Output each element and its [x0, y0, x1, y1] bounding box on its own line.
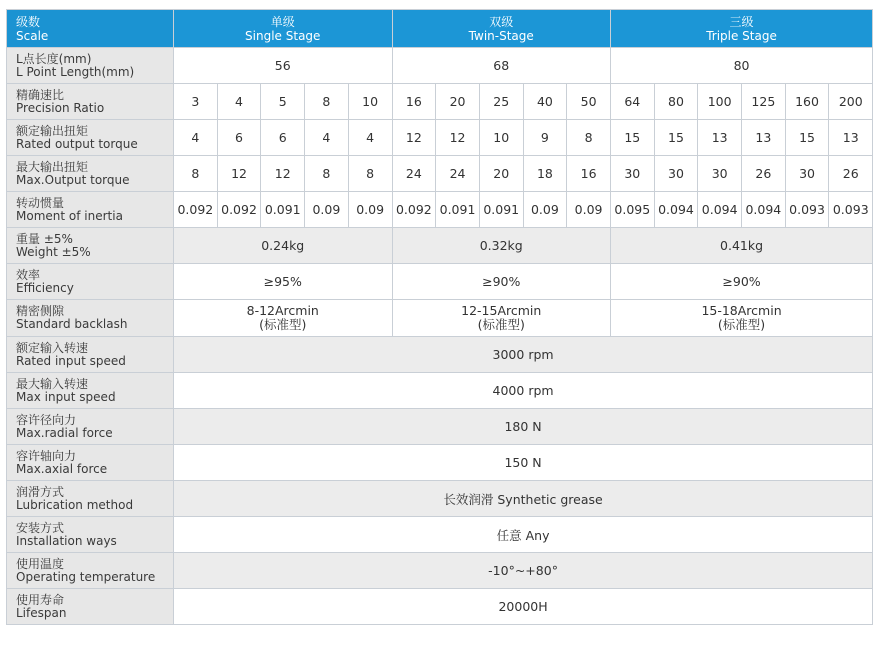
- value-cell: 160: [785, 84, 829, 120]
- value-cell: 0.09: [523, 192, 567, 228]
- value-cell: 0.094: [742, 192, 786, 228]
- label-cn: 效率: [16, 267, 41, 282]
- value-cell: 8: [174, 156, 218, 192]
- row-backlash: [7, 300, 873, 337]
- stage-cn: 双级: [489, 14, 514, 29]
- header-label-en: Scale: [16, 28, 49, 43]
- label-en: L Point Length(mm): [16, 64, 135, 79]
- label-en: Rated input speed: [16, 353, 126, 368]
- row-max-torque: [7, 156, 873, 192]
- label-en: Weight ±5%: [16, 244, 91, 259]
- value-cell: [610, 300, 872, 337]
- value-cell: 长效润滑 Synthetic grease: [174, 481, 873, 517]
- row-label: [7, 409, 174, 445]
- value-cell: 8: [305, 156, 349, 192]
- label-en: Moment of inertia: [16, 208, 123, 223]
- value-cell: 8: [567, 120, 611, 156]
- row-label: [7, 589, 174, 625]
- value-cell: 0.09: [305, 192, 349, 228]
- value-cell: ≥90%: [392, 264, 610, 300]
- value-cell: 26: [829, 156, 873, 192]
- row-rated-torque: [7, 120, 873, 156]
- value-cell: 0.093: [829, 192, 873, 228]
- stage-en: Triple Stage: [706, 28, 777, 43]
- label-en: Precision Ratio: [16, 100, 105, 115]
- value-cell: 16: [392, 84, 436, 120]
- value-cell: 任意 Any: [174, 517, 873, 553]
- row-label: [7, 300, 174, 337]
- row-ratio: [7, 84, 873, 120]
- backlash-sub: (标准型): [259, 317, 307, 332]
- label-en: Operating temperature: [16, 569, 156, 584]
- header-row: [7, 10, 873, 48]
- backlash-sub: (标准型): [477, 317, 525, 332]
- value-cell: 15: [610, 120, 654, 156]
- label-en: Rated output torque: [16, 136, 138, 151]
- value-cell: 15: [654, 120, 698, 156]
- row-label: [7, 373, 174, 409]
- value-cell: 20: [479, 156, 523, 192]
- row-label: [7, 337, 174, 373]
- stage-en: Twin-Stage: [468, 28, 534, 43]
- value-cell: 0.092: [392, 192, 436, 228]
- value-cell: 3: [174, 84, 218, 120]
- value-cell: 0.32kg: [392, 228, 610, 264]
- value-cell: 0.09: [567, 192, 611, 228]
- label-cn: 容许径向力: [16, 412, 77, 427]
- label-cn: 额定输出扭矩: [16, 123, 89, 138]
- header-label-cn: 级数: [16, 14, 41, 29]
- value-cell: 68: [392, 48, 610, 84]
- value-cell: 6: [261, 120, 305, 156]
- value-cell: 25: [479, 84, 523, 120]
- row-axial-force: [7, 445, 873, 481]
- value-cell: 13: [829, 120, 873, 156]
- value-cell: 10: [348, 84, 392, 120]
- backlash-main: 8-12Arcmin: [246, 303, 319, 318]
- row-label: [7, 264, 174, 300]
- value-cell: 80: [654, 84, 698, 120]
- value-cell: 0.24kg: [174, 228, 393, 264]
- value-cell: 125: [742, 84, 786, 120]
- value-cell: 0.091: [436, 192, 480, 228]
- value-cell: 0.091: [261, 192, 305, 228]
- value-cell: 24: [436, 156, 480, 192]
- label-cn: 安装方式: [16, 520, 65, 535]
- label-en: Lubrication method: [16, 497, 134, 512]
- value-cell: 8: [348, 156, 392, 192]
- value-cell: 30: [610, 156, 654, 192]
- row-label: [7, 445, 174, 481]
- value-cell: 150 N: [174, 445, 873, 481]
- row-label: [7, 517, 174, 553]
- stage-cn: 单级: [270, 14, 295, 29]
- value-cell: 12: [392, 120, 436, 156]
- value-cell: 200: [829, 84, 873, 120]
- label-cn: 转动惯量: [16, 195, 65, 210]
- label-cn: 最大输入转速: [16, 376, 89, 391]
- label-cn: 额定输入转速: [16, 340, 89, 355]
- label-cn: 使用温度: [16, 556, 65, 571]
- value-cell: 100: [698, 84, 742, 120]
- value-cell: 0.092: [174, 192, 218, 228]
- label-cn: 精确速比: [16, 87, 65, 102]
- value-cell: 20000H: [174, 589, 873, 625]
- value-cell: 12: [261, 156, 305, 192]
- row-temperature: [7, 553, 873, 589]
- value-cell: 24: [392, 156, 436, 192]
- value-cell: 13: [698, 120, 742, 156]
- value-cell: [174, 300, 393, 337]
- header-single-stage: [174, 10, 393, 48]
- row-inertia: [7, 192, 873, 228]
- value-cell: 0.092: [217, 192, 261, 228]
- value-cell: 64: [610, 84, 654, 120]
- value-cell: 4: [305, 120, 349, 156]
- value-cell: 0.091: [479, 192, 523, 228]
- value-cell: 30: [654, 156, 698, 192]
- value-cell: 9: [523, 120, 567, 156]
- value-cell: 0.093: [785, 192, 829, 228]
- row-label: [7, 481, 174, 517]
- value-cell: 8: [305, 84, 349, 120]
- value-cell: 0.095: [610, 192, 654, 228]
- value-cell: 10: [479, 120, 523, 156]
- label-cn: 容许轴向力: [16, 448, 77, 463]
- row-l-point: [7, 48, 873, 84]
- row-weight: [7, 228, 873, 264]
- header-label-cell: [7, 10, 174, 48]
- value-cell: 80: [610, 48, 872, 84]
- row-label: [7, 228, 174, 264]
- row-efficiency: [7, 264, 873, 300]
- value-cell: 30: [785, 156, 829, 192]
- row-label: [7, 156, 174, 192]
- value-cell: 5: [261, 84, 305, 120]
- row-label: [7, 48, 174, 84]
- value-cell: 15: [785, 120, 829, 156]
- spec-table: [6, 9, 873, 625]
- value-cell: 50: [567, 84, 611, 120]
- label-en: Standard backlash: [16, 317, 128, 331]
- value-cell: 26: [742, 156, 786, 192]
- stage-en: Single Stage: [245, 28, 321, 43]
- value-cell: 3000 rpm: [174, 337, 873, 373]
- label-en: Lifespan: [16, 605, 67, 620]
- header-twin-stage: [392, 10, 610, 48]
- value-cell: 0.094: [654, 192, 698, 228]
- row-radial-force: [7, 409, 873, 445]
- value-cell: ≥90%: [610, 264, 872, 300]
- label-en: Installation ways: [16, 533, 117, 548]
- value-cell: 0.41kg: [610, 228, 872, 264]
- value-cell: 0.094: [698, 192, 742, 228]
- value-cell: 40: [523, 84, 567, 120]
- value-cell: 30: [698, 156, 742, 192]
- value-cell: 20: [436, 84, 480, 120]
- value-cell: 4: [348, 120, 392, 156]
- value-cell: 16: [567, 156, 611, 192]
- label-en: Efficiency: [16, 280, 74, 295]
- row-max-input: [7, 373, 873, 409]
- value-cell: 180 N: [174, 409, 873, 445]
- value-cell: 12: [436, 120, 480, 156]
- value-cell: 18: [523, 156, 567, 192]
- row-label: [7, 553, 174, 589]
- value-cell: 4000 rpm: [174, 373, 873, 409]
- label-en: Max.radial force: [16, 425, 113, 440]
- backlash-main: 12-15Arcmin: [461, 303, 542, 318]
- label-en: Max.Output torque: [16, 172, 130, 187]
- row-label: [7, 120, 174, 156]
- value-cell: 4: [174, 120, 218, 156]
- label-cn: 最大输出扭矩: [16, 159, 89, 174]
- value-cell: 12: [217, 156, 261, 192]
- row-rated-input: [7, 337, 873, 373]
- header-triple-stage: [610, 10, 872, 48]
- row-installation: [7, 517, 873, 553]
- label-cn: 润滑方式: [16, 484, 65, 499]
- value-cell: 4: [217, 84, 261, 120]
- label-en: Max.axial force: [16, 461, 108, 476]
- row-label: [7, 84, 174, 120]
- row-lubrication: [7, 481, 873, 517]
- value-cell: 56: [174, 48, 393, 84]
- value-cell: 13: [742, 120, 786, 156]
- row-label: [7, 192, 174, 228]
- row-lifespan: [7, 589, 873, 625]
- label-cn: 精密侧隙: [16, 304, 65, 318]
- label-en: Max input speed: [16, 389, 116, 404]
- backlash-sub: (标准型): [717, 317, 766, 332]
- label-cn: 重量 ±5%: [16, 231, 73, 246]
- label-cn: L点长度(mm): [16, 51, 92, 66]
- stage-cn: 三级: [729, 14, 754, 29]
- value-cell: 0.09: [348, 192, 392, 228]
- value-cell: 6: [217, 120, 261, 156]
- backlash-main: 15-18Arcmin: [701, 303, 782, 318]
- label-cn: 使用寿命: [16, 592, 65, 607]
- value-cell: -10°~+80°: [174, 553, 873, 589]
- value-cell: [392, 300, 610, 337]
- value-cell: ≥95%: [174, 264, 393, 300]
